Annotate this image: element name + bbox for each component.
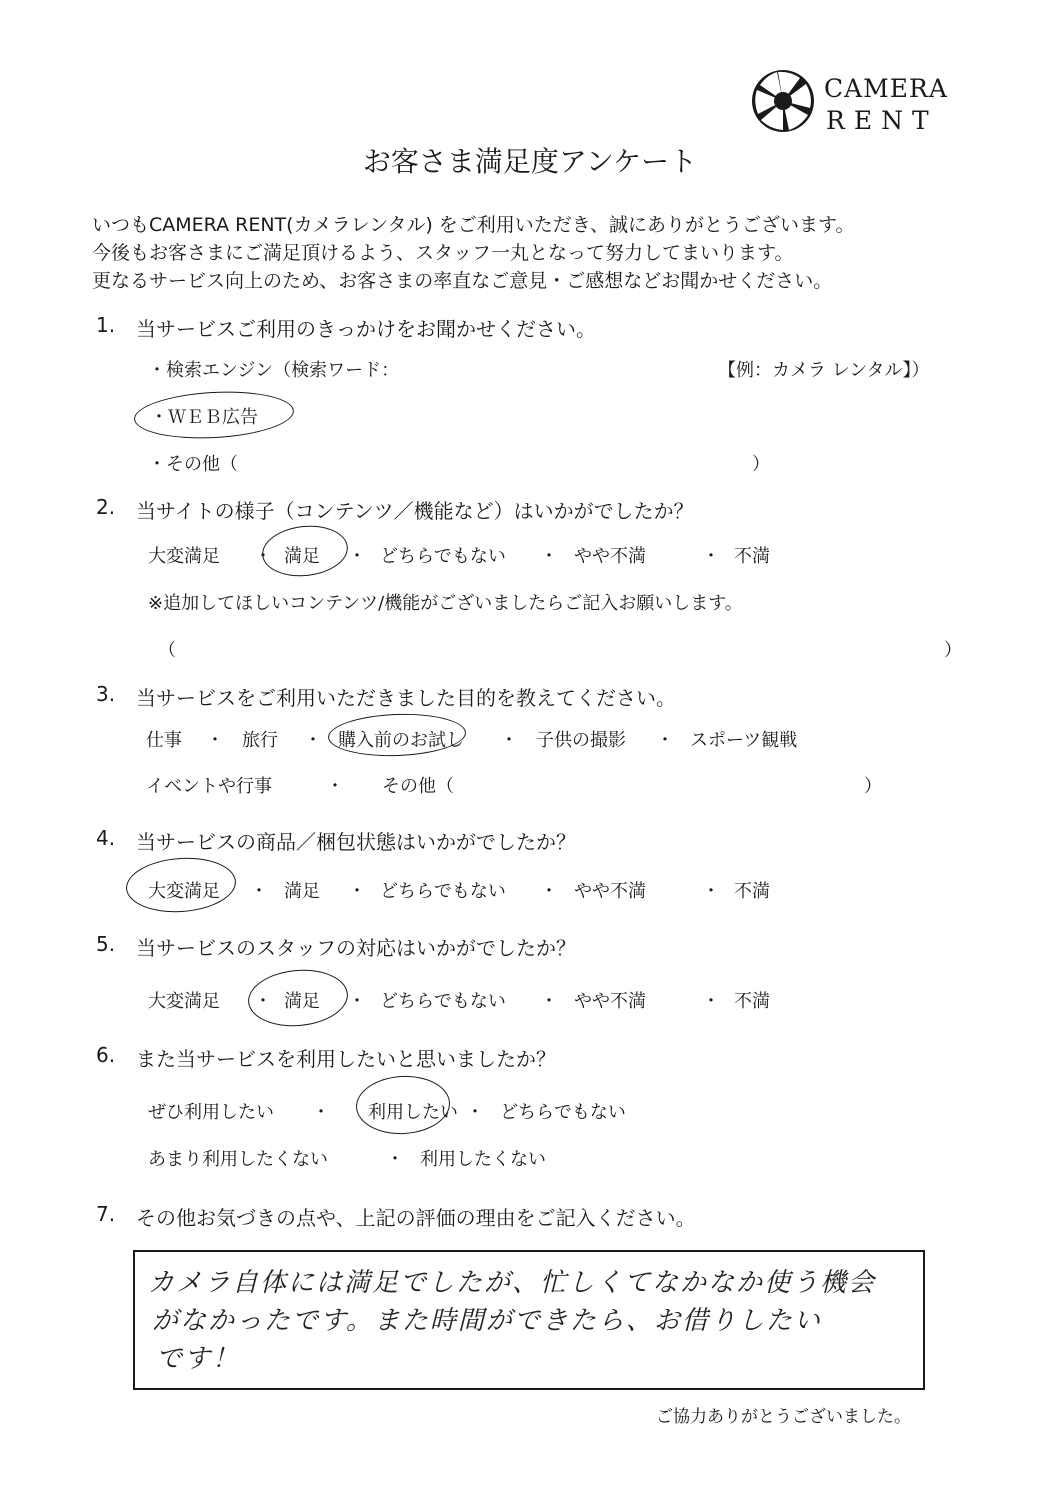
q5-separator: ・: [254, 991, 272, 1012]
question-6-number: 6.: [96, 1043, 116, 1067]
intro-line-3: 更なるサービス向上のため、お客さまの率直なご意見・ご感想などお聞かせください。: [92, 270, 833, 292]
q2-separator: ・: [254, 546, 272, 567]
q2-separator: ・: [702, 546, 720, 567]
q1-search-example: 【例：カメラ レンタル】）: [718, 360, 930, 381]
q3-separator: ・: [206, 730, 224, 751]
q5-option-somewhat-dissatisfied[interactable]: やや不満: [574, 991, 646, 1012]
q4-option-somewhat-dissatisfied[interactable]: やや不満: [574, 881, 646, 902]
q3-other-close: ）: [864, 776, 882, 797]
question-3-text: 当サービスをご利用いただきました目的を教えてください。: [136, 686, 676, 710]
q3-separator: ・: [656, 730, 674, 751]
answer-circle-q5: [246, 966, 351, 1031]
q4-separator: ・: [348, 881, 366, 902]
question-1-text: 当サービスご利用のきっかけをお聞かせください。: [136, 317, 596, 341]
question-6-text: また当サービスを利用したいと思いましたか？: [136, 1047, 556, 1071]
q4-option-neutral[interactable]: どちらでもない: [380, 881, 506, 902]
q5-separator: ・: [348, 991, 366, 1012]
comment-line-3: です！: [156, 1344, 241, 1374]
q6-option-not-really[interactable]: あまり利用したくない: [148, 1149, 328, 1170]
q4-option-dissatisfied[interactable]: 不満: [734, 881, 770, 902]
q6-option-no[interactable]: 利用したくない: [420, 1149, 546, 1170]
q5-option-satisfied[interactable]: 満足: [284, 991, 320, 1012]
answer-circle-q6: [355, 1074, 452, 1137]
q3-option-work[interactable]: 仕事: [146, 730, 182, 751]
question-1-number: 1.: [96, 313, 116, 337]
logo: [750, 68, 950, 138]
answer-circle-q4: [124, 854, 237, 916]
q5-separator: ・: [540, 991, 558, 1012]
q3-option-trial-before-purchase[interactable]: 購入前のお試し: [338, 730, 464, 751]
q2-option-somewhat-dissatisfied[interactable]: やや不満: [574, 546, 646, 567]
aperture-icon: [750, 68, 816, 134]
q4-separator: ・: [250, 881, 268, 902]
q3-option-events[interactable]: イベントや行事: [146, 776, 272, 797]
q2-option-very-satisfied[interactable]: 大変満足: [148, 546, 220, 567]
q1-option-web-ad[interactable]: ・ＷＥＢ広告: [150, 407, 258, 428]
q1-option-search-engine[interactable]: ・検索エンジン（検索ワード：: [148, 360, 400, 381]
comment-line-1: カメラ自体には満足でしたが、忙しくてなかなか使う機会: [148, 1268, 877, 1298]
q1-other-close: ）: [752, 454, 770, 475]
question-7-number: 7.: [96, 1202, 116, 1226]
q2-option-dissatisfied[interactable]: 不満: [734, 546, 770, 567]
q4-separator: ・: [540, 881, 558, 902]
q2-close-paren: ）: [944, 640, 962, 661]
page-title: お客さま満足度アンケート: [362, 145, 698, 178]
q2-option-neutral[interactable]: どちらでもない: [380, 546, 506, 567]
q6-option-definitely[interactable]: ぜひ利用したい: [148, 1102, 274, 1123]
question-3-number: 3.: [96, 682, 116, 706]
question-5-number: 5.: [96, 932, 116, 956]
q2-option-satisfied[interactable]: 満足: [284, 546, 320, 567]
question-2-number: 2.: [96, 495, 116, 519]
q6-separator: ・: [466, 1102, 484, 1123]
q3-separator: ・: [326, 776, 344, 797]
q5-option-very-satisfied[interactable]: 大変満足: [148, 991, 220, 1012]
thanks-message: ご協力ありがとうございました。: [656, 1407, 911, 1427]
q5-separator: ・: [702, 991, 720, 1012]
logo-text-rent: RENT: [826, 106, 938, 135]
q1-option-other[interactable]: ・その他（: [148, 454, 238, 475]
q4-separator: ・: [702, 881, 720, 902]
q6-option-neutral[interactable]: どちらでもない: [500, 1102, 626, 1123]
q5-option-neutral[interactable]: どちらでもない: [380, 991, 506, 1012]
logo-text-camera: CAMERA: [824, 74, 948, 103]
q2-note: ※追加してほしいコンテンツ/機能がございましたらご記入お願いします。: [148, 593, 743, 614]
q3-separator: ・: [500, 730, 518, 751]
question-5-text: 当サービスのスタッフの対応はいかがでしたか？: [136, 936, 576, 960]
q6-option-yes[interactable]: 利用したい: [368, 1102, 458, 1123]
q6-separator: ・: [312, 1102, 330, 1123]
question-2-text: 当サイトの様子（コンテンツ／機能など）はいかがでしたか？: [136, 499, 694, 523]
q3-separator: ・: [304, 730, 322, 751]
answer-circle-q1: [133, 388, 295, 442]
intro-line-2: 今後もお客さまにご満足頂けるよう、スタッフ一丸となって努力してまいります。: [92, 242, 794, 264]
q5-option-dissatisfied[interactable]: 不満: [734, 991, 770, 1012]
q6-separator: ・: [386, 1149, 404, 1170]
question-4-number: 4.: [96, 826, 116, 850]
q2-separator: ・: [540, 546, 558, 567]
q3-option-travel[interactable]: 旅行: [242, 730, 278, 751]
q4-option-very-satisfied[interactable]: 大変満足: [148, 881, 220, 902]
comment-line-2: がなかったです。また時間ができたら、お借りしたい: [152, 1306, 822, 1336]
intro-line-1: いつもCAMERA RENT(カメラレンタル) をご利用いただき、誠にありがとうございます。: [92, 214, 855, 236]
question-4-text: 当サービスの商品／梱包状態はいかがでしたか？: [136, 830, 576, 854]
question-7-text: その他お気づきの点や、上記の評価の理由をご記入ください。: [136, 1206, 696, 1230]
q3-option-sports-watching[interactable]: スポーツ観戦: [690, 730, 798, 751]
q4-option-satisfied[interactable]: 満足: [284, 881, 320, 902]
q3-option-other[interactable]: その他（: [382, 776, 454, 797]
q3-option-child-photography[interactable]: 子供の撮影: [536, 730, 626, 751]
answer-circle-q2: [260, 522, 351, 581]
q2-open-paren: （: [158, 640, 176, 661]
q2-separator: ・: [348, 546, 366, 567]
